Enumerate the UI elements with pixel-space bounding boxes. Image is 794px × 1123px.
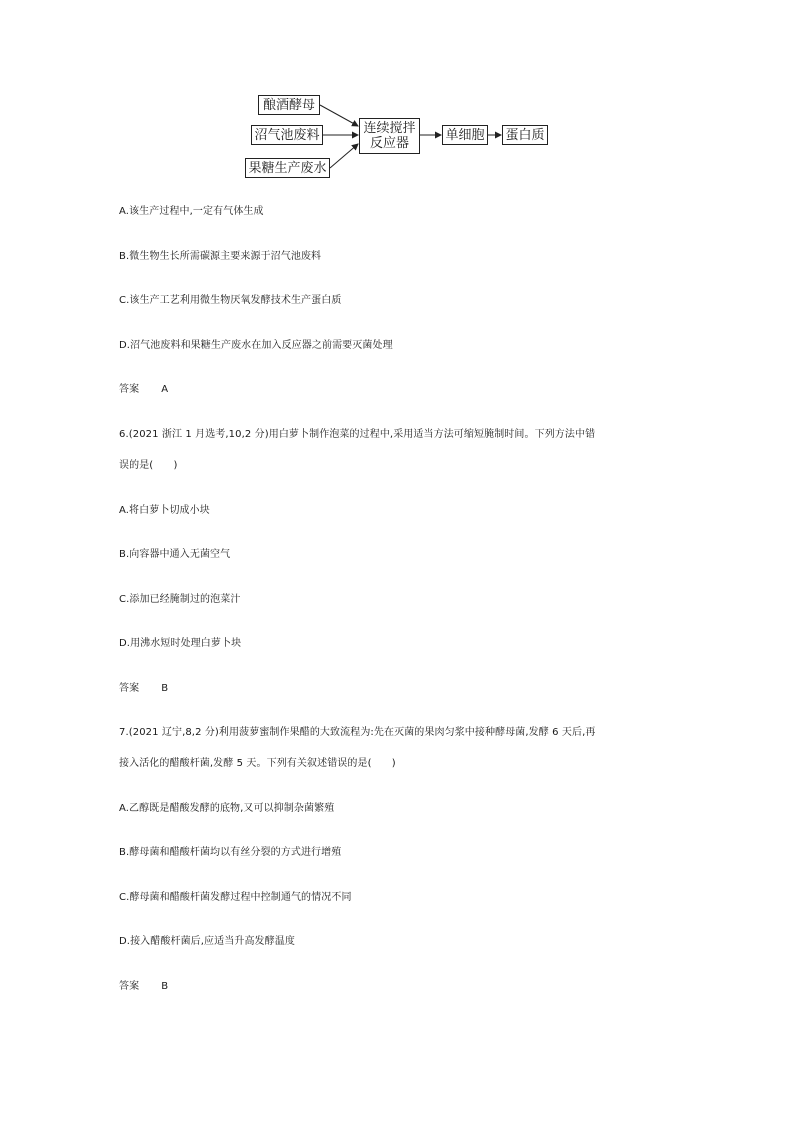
reactor-box: 连续搅拌 反应器 bbox=[359, 118, 420, 154]
answer-value: B bbox=[161, 683, 169, 694]
answer-label: 答案 bbox=[119, 683, 140, 694]
q7-option-b: B.酵母菌和醋酸杆菌均以有丝分裂的方式进行增殖 bbox=[119, 847, 342, 858]
q6-stem-line2: 误的是( ) bbox=[119, 460, 178, 471]
q5-option-b: B.微生物生长所需碳源主要来源于沼气池废料 bbox=[119, 251, 322, 262]
q5-answer bbox=[119, 380, 168, 395]
answer-label: 答案 bbox=[119, 981, 140, 992]
q5-option-c: C.该生产工艺利用微生物厌氧发酵技术生产蛋白质 bbox=[119, 295, 342, 306]
q5-option-a: A.该生产过程中,一定有气体生成 bbox=[119, 206, 264, 217]
answer-value: B bbox=[161, 981, 169, 992]
single-cell-box: 单细胞 bbox=[442, 125, 488, 145]
q7-stem-line1: 7.(2021 辽宁,8,2 分)利用菠萝蜜制作果醋的大致流程为:先在灭菌的果肉匀浆中接种酵母菌,发酵 6 天后,再 bbox=[119, 727, 596, 738]
q7-answer bbox=[119, 977, 168, 992]
input-box-yeast: 酿酒酵母 bbox=[258, 95, 320, 115]
input-box-biogas-waste: 沼气池废料 bbox=[251, 125, 323, 145]
q6-option-d: D.用沸水短时处理白萝卜块 bbox=[119, 638, 242, 649]
flow-arrows bbox=[0, 0, 794, 200]
q6-option-b: B.向容器中通入无菌空气 bbox=[119, 549, 231, 560]
q6-answer bbox=[119, 679, 168, 694]
q7-stem-line2: 接入活化的醋酸杆菌,发酵 5 天。下列有关叙述错误的是( ) bbox=[119, 758, 396, 769]
process-flow-diagram bbox=[0, 0, 794, 200]
answer-label: 答案 bbox=[119, 384, 140, 395]
q6-option-a: A.将白萝卜切成小块 bbox=[119, 505, 210, 516]
q6-stem-line1: 6.(2021 浙江 1 月选考,10,2 分)用白萝卜制作泡菜的过程中,采用适当方法可缩短腌制时间。下列方法中错 bbox=[119, 429, 596, 440]
q7-option-d: D.接入醋酸杆菌后,应适当升高发酵温度 bbox=[119, 936, 295, 947]
input-box-fructose-wastewater: 果糖生产废水 bbox=[245, 158, 330, 178]
answer-value: A bbox=[161, 384, 169, 395]
q7-option-c: C.酵母菌和醋酸杆菌发酵过程中控制通气的情况不同 bbox=[119, 892, 352, 903]
q6-option-c: C.添加已经腌制过的泡菜汁 bbox=[119, 594, 241, 605]
q5-option-d: D.沼气池废料和果糖生产废水在加入反应器之前需要灭菌处理 bbox=[119, 340, 393, 351]
protein-box: 蛋白质 bbox=[502, 125, 548, 145]
q7-option-a: A.乙醇既是醋酸发酵的底物,又可以抑制杂菌繁殖 bbox=[119, 803, 335, 814]
